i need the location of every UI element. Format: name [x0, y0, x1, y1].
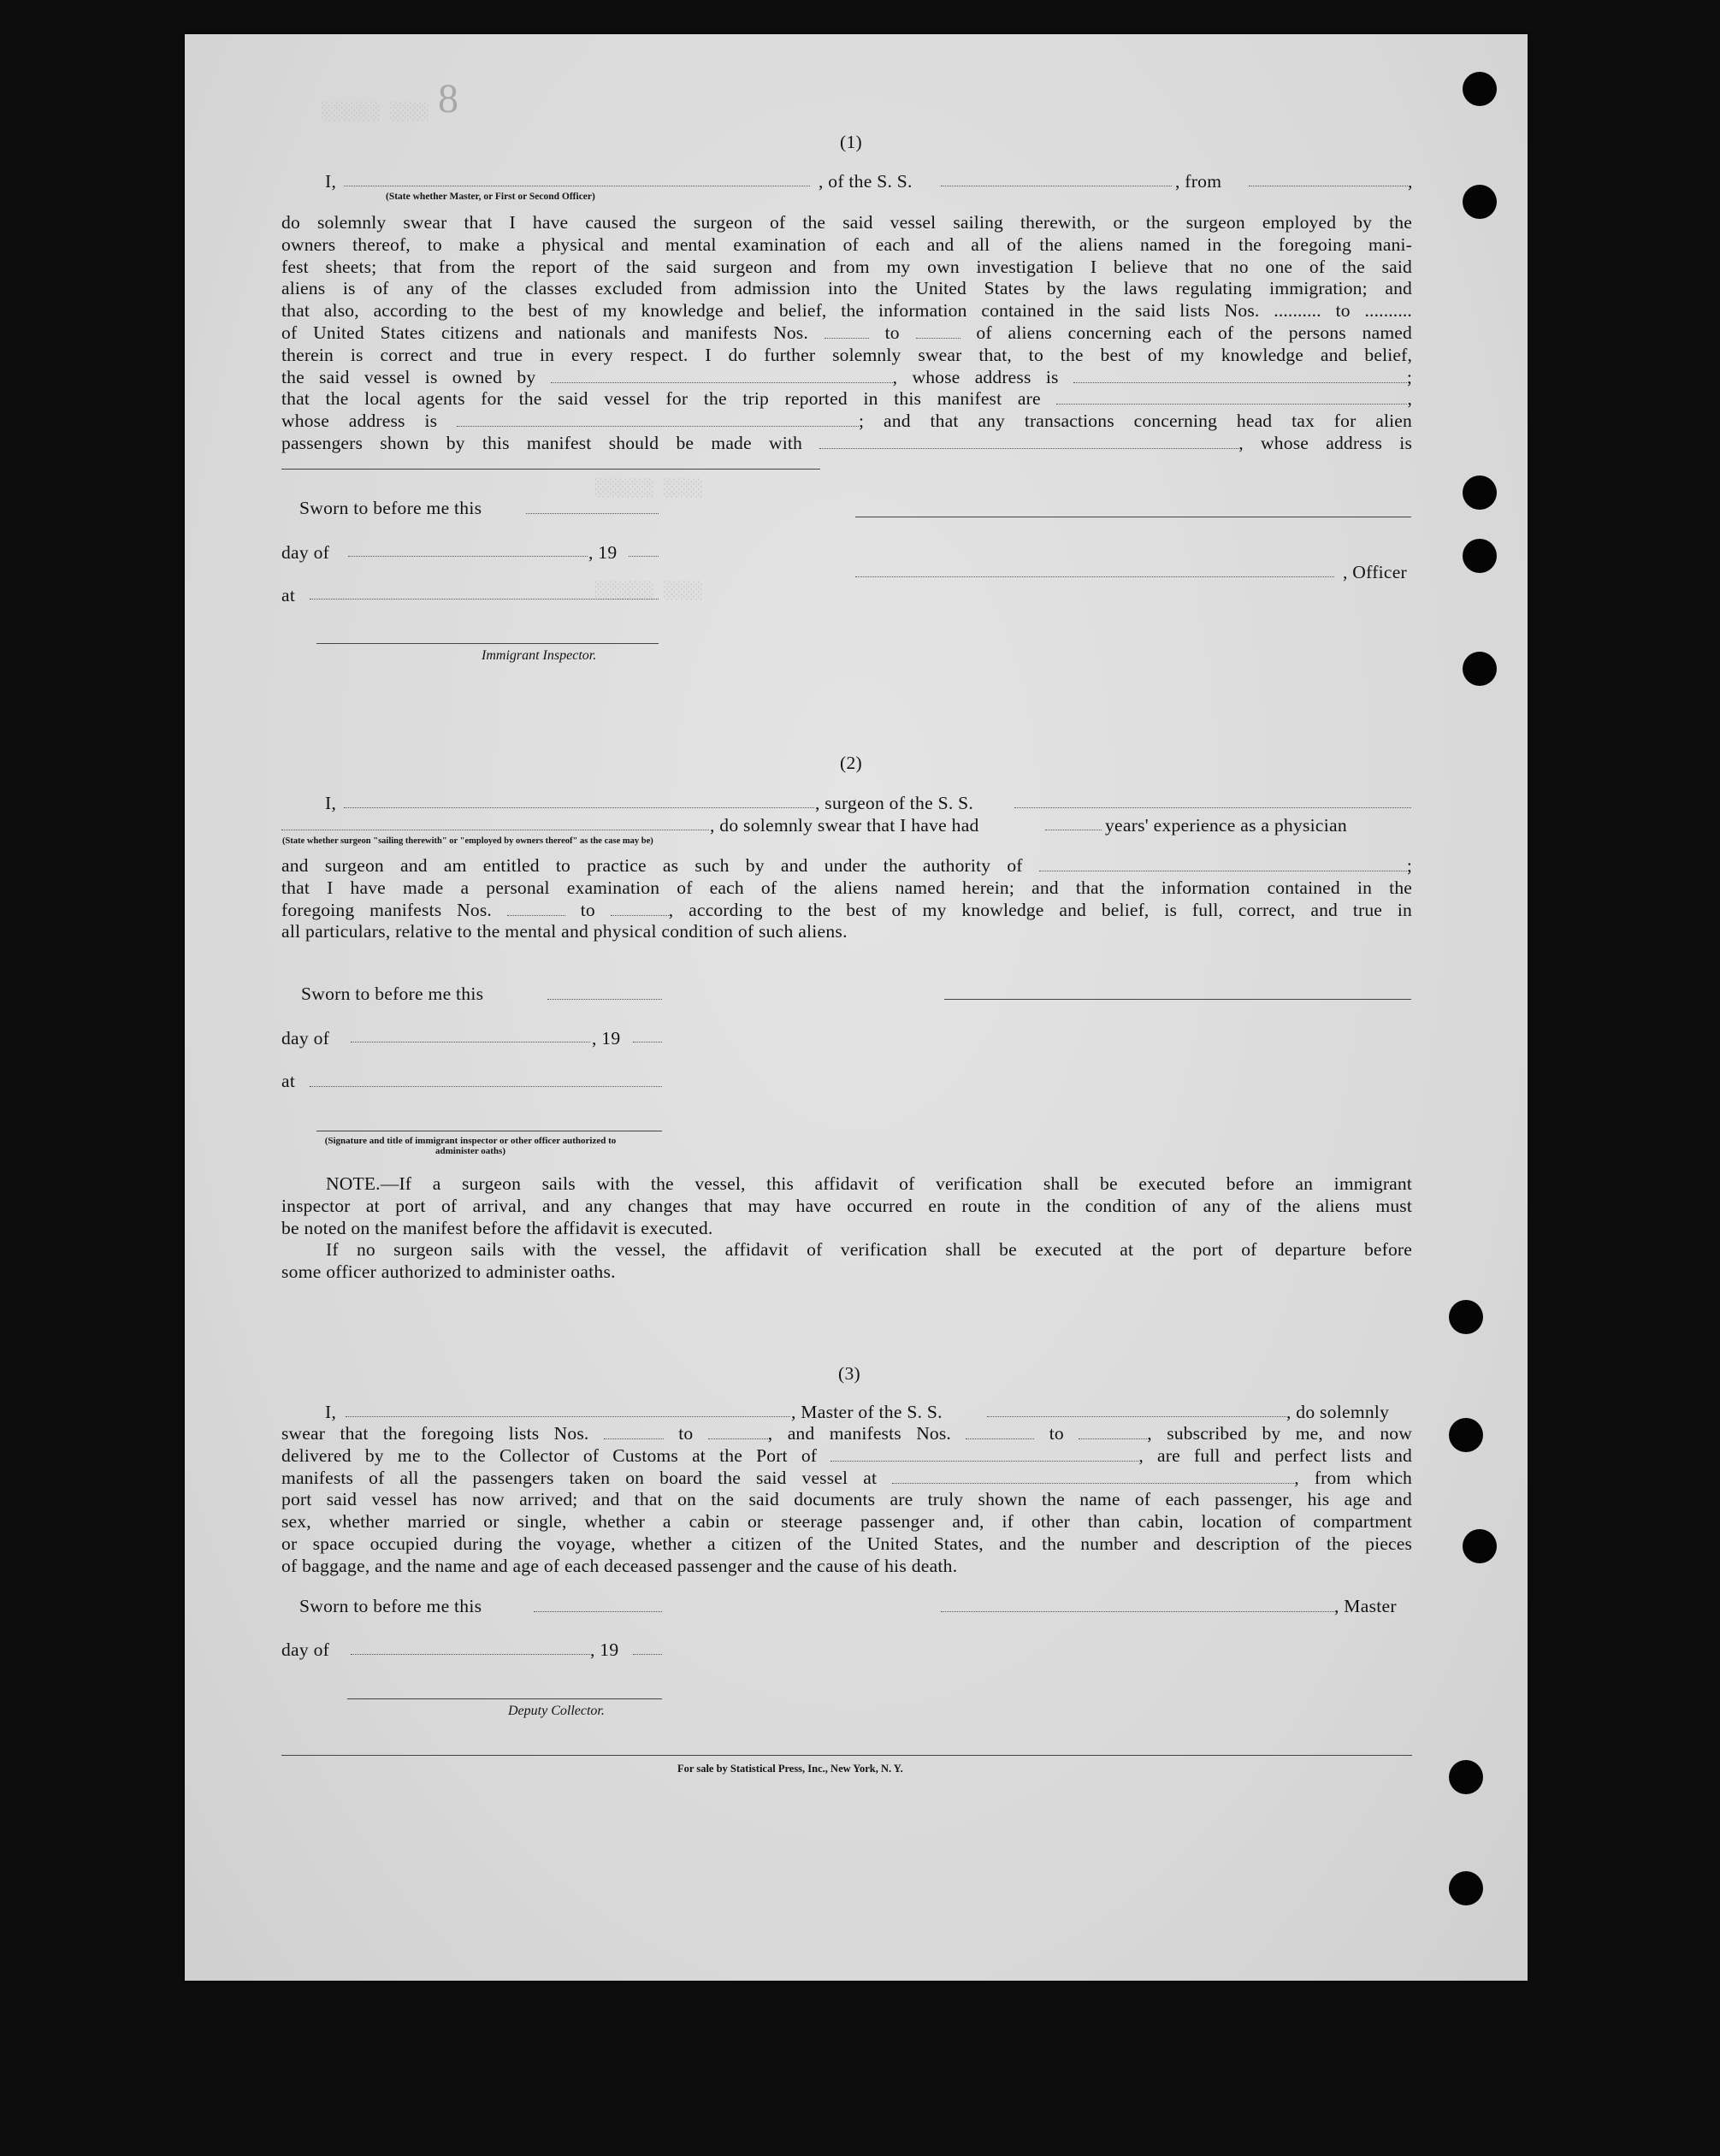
manifest-from-field[interactable]: [966, 1425, 1034, 1439]
semicolon: ;: [1406, 855, 1412, 876]
boarding-port-field[interactable]: [892, 1469, 1294, 1484]
officer-signature-field[interactable]: [855, 576, 1334, 577]
authority-line: [281, 855, 1412, 877]
comma: ,: [1407, 388, 1412, 410]
punch-hole: [1449, 1300, 1483, 1334]
paragraph-line: that I have made a personal examination of each of the aliens named herein; and that the information contained in the: [281, 877, 1412, 898]
master-of-ss-label: , Master of the S. S.: [791, 1402, 943, 1422]
owner-address-field[interactable]: [1073, 369, 1407, 383]
master-signature-field[interactable]: [941, 1611, 1334, 1612]
sworn-date-field[interactable]: [534, 1611, 662, 1612]
day-of-field[interactable]: [348, 556, 588, 557]
master-name-field[interactable]: [346, 1416, 790, 1417]
citizens-text-2: of aliens concerning each of the persons named: [976, 322, 1412, 343]
to-label: to: [580, 899, 595, 920]
lists-text: swear that the foregoing lists Nos.: [281, 1423, 589, 1444]
punch-hole: [1449, 1871, 1483, 1905]
section-1-number: (1): [840, 132, 862, 152]
manifest-from-field[interactable]: [825, 324, 869, 339]
section-1-i: I,: [325, 171, 337, 192]
address-text: whose address is: [281, 411, 438, 432]
year-label: , 19: [588, 542, 618, 563]
vessel-name-field[interactable]: [987, 1416, 1286, 1417]
collector-text: delivered by me to the Collector of Customs at the Port of: [281, 1444, 818, 1466]
day-of-label: day of: [281, 1639, 330, 1660]
manifests-line: [281, 900, 1412, 922]
punch-hole: [1449, 1760, 1483, 1794]
year-field[interactable]: [629, 556, 659, 557]
manifests-text-2: , according to the best of my knowledge and belief, is full, correct, and true in: [668, 899, 1412, 920]
bleed-through-text: ░░░░░░ ░░░░: [595, 479, 703, 498]
signature-line: [944, 999, 1411, 1000]
punch-hole: [1449, 1418, 1483, 1452]
swear-experience-label: , do solemnly swear that I have had: [710, 815, 979, 836]
master-label: , Master: [1334, 1596, 1397, 1616]
address-line: [281, 411, 1412, 433]
agents-address-field[interactable]: [457, 412, 859, 427]
of-ss-label: , of the S. S.: [819, 171, 913, 192]
to-label: to: [884, 322, 900, 343]
port-field[interactable]: [830, 1447, 1138, 1462]
punch-hole: [1463, 539, 1497, 573]
head-tax-party-field[interactable]: [819, 434, 1238, 449]
list-to-field[interactable]: [708, 1425, 768, 1439]
citizens-line: [281, 322, 1412, 345]
note-line: inspector at port of arrival, and any changes that may have occurred en route in the condition of any of the aliens must: [281, 1195, 1412, 1216]
section-3-number: (3): [838, 1363, 860, 1384]
manifest-from-field[interactable]: [507, 901, 565, 916]
authority-field[interactable]: [1039, 857, 1407, 871]
paragraph-line: that also, according to the best of my knowledge and belief, the information contained in the said lists Nos. .......... to ..........: [281, 300, 1412, 322]
year-field[interactable]: [633, 1654, 662, 1655]
semicolon: ;: [1406, 366, 1412, 387]
owned-text: the said vessel is owned by: [281, 366, 536, 387]
manifest-to-field[interactable]: [611, 901, 669, 916]
section-2-paragraph: [281, 855, 1412, 943]
day-of-label: day of: [281, 542, 330, 563]
note-line: [281, 1173, 1412, 1196]
paragraph-line: aliens is of any of the classes excluded from admission into the United States by the laws regulating immigration; and: [281, 278, 1412, 299]
sworn-date-field[interactable]: [526, 513, 659, 514]
surgeon-name-field[interactable]: [344, 807, 814, 808]
sworn-label: Sworn to before me this: [301, 983, 484, 1004]
comma: ,: [1408, 171, 1413, 192]
footer-rule: [281, 1755, 1412, 1756]
note-line: be noted on the manifest before the affidavit is executed.: [281, 1217, 713, 1238]
year-label: , 19: [590, 1639, 619, 1660]
deputy-collector-label: Deputy Collector.: [508, 1704, 605, 1718]
address-text: , whose address is: [1238, 432, 1412, 453]
paragraph-line: of baggage, and the name and age of each deceased passenger and the cause of his death.: [281, 1555, 958, 1576]
paragraph-line: owners thereof, to make a physical and mental examination of each and all of the aliens named in the foregoing mani-: [281, 233, 1412, 255]
years-experience-label: years' experience as a physician: [1105, 815, 1347, 836]
passengers-line: [281, 433, 1412, 455]
paragraph-line: or space occupied during the voyage, whether a citizen of the United States, and the number and description of the pieces: [281, 1533, 1412, 1554]
from-which-text: , from which: [1294, 1467, 1412, 1488]
list-from-field[interactable]: [604, 1425, 664, 1439]
section-3-paragraph: [281, 1423, 1412, 1578]
printer-credit: For sale by Statistical Press, Inc., New York, N. Y.: [677, 1763, 903, 1775]
day-of-label: day of: [281, 1028, 330, 1048]
at-label: at: [281, 1071, 296, 1091]
paragraph-line: all particulars, relative to the mental and physical condition of such aliens.: [281, 921, 848, 942]
authority-text: and surgeon and am entitled to practice as such by and under the authority of: [281, 855, 1023, 876]
manifests-text: manifests of all the passengers taken on board the said vessel at: [281, 1467, 878, 1488]
inspector-label: Immigrant Inspector.: [482, 648, 597, 663]
manifest-to-field[interactable]: [916, 324, 960, 339]
surgeon-vessel-field[interactable]: [1014, 807, 1411, 808]
subscribed-text: , subscribed by me, and now: [1147, 1423, 1412, 1444]
year-field[interactable]: [633, 1042, 662, 1043]
note-label: NOTE.: [326, 1173, 381, 1194]
manifests-line: [281, 1468, 1412, 1490]
day-of-field[interactable]: [351, 1654, 590, 1655]
note-text: —If a surgeon sails with the vessel, this affidavit of verification shall be executed before an immigrant: [380, 1173, 1412, 1194]
year-label: , 19: [592, 1028, 621, 1048]
inspector-signature-line: [316, 643, 659, 644]
address-text: , whose address is: [892, 366, 1059, 387]
punch-hole: [1463, 72, 1497, 106]
at-field[interactable]: [310, 599, 659, 600]
surgeon-note: (State whether surgeon "sailing therewith" or "employed by owners thereof" as the case may be): [282, 836, 653, 846]
lists-line: [281, 1423, 1412, 1445]
section-2-number: (2): [840, 753, 862, 773]
sworn-label: Sworn to before me this: [299, 498, 482, 518]
section-1-paragraph: [281, 212, 1412, 455]
solemnly-label: , do solemnly: [1286, 1402, 1390, 1422]
agents-field[interactable]: [1056, 390, 1407, 405]
punch-hole: [1463, 652, 1497, 686]
owner-field[interactable]: [551, 369, 893, 383]
bleed-through-text: ░░░░░░ ░░░░: [595, 582, 703, 600]
manifest-to-field[interactable]: [1079, 1425, 1147, 1439]
punch-hole: [1463, 476, 1497, 510]
paragraph-line: do solemnly swear that I have caused the surgeon of the said vessel sailing therewith, or the surgeon employed by the: [281, 212, 1412, 233]
owned-line: [281, 367, 1412, 389]
passengers-text: passengers shown by this manifest should be made with: [281, 432, 802, 453]
perfect-lists-text: , are full and perfect lists and: [1138, 1444, 1412, 1466]
page-number: 8: [438, 76, 458, 121]
note-block: [281, 1173, 1412, 1284]
day-of-field[interactable]: [351, 1042, 590, 1043]
agents-text: that the local agents for the said vessel for the trip reported in this manifest are: [281, 388, 1041, 410]
paragraph-line: port said vessel has now arrived; and that on the said documents are truly shown the name of each passenger, his age and: [281, 1489, 1412, 1510]
paragraph-line: sex, whether married or single, whether a cabin or steerage passenger and, if other than cabin, location of compartment: [281, 1511, 1412, 1533]
bleed-through-text: ░░░░░░ ░░░░: [322, 103, 429, 121]
at-label: at: [281, 585, 296, 605]
note-line: If no surgeon sails with the vessel, the affidavit of verification shall be executed at the port of departure before: [326, 1239, 1412, 1261]
to-label: to: [678, 1423, 694, 1444]
section-3-i: I,: [325, 1402, 337, 1422]
at-field[interactable]: [310, 1086, 662, 1087]
collector-line: [281, 1445, 1412, 1468]
manifests-text: , and manifests Nos.: [767, 1423, 951, 1444]
paragraph-line: fest sheets; that from the report of the said surgeon and from my own investigation I believe that no one of the said: [281, 256, 1412, 277]
punch-hole: [1463, 1529, 1497, 1563]
rule: [281, 469, 820, 470]
head-tax-text: ; and that any transactions concerning head tax for alien: [859, 411, 1412, 432]
signature-note: (Signature and title of immigrant inspector or other officer authorized to administer oaths): [324, 1136, 617, 1156]
punch-hole: [1463, 185, 1497, 219]
sworn-date-field[interactable]: [547, 999, 662, 1000]
master-note: (State whether Master, or First or Second Officer): [386, 192, 595, 202]
collector-signature-line: [347, 1698, 662, 1699]
manifests-text: foregoing manifests Nos.: [281, 899, 492, 920]
surgeon-of-ss-label: , surgeon of the S. S.: [815, 793, 974, 813]
to-label: to: [1049, 1423, 1064, 1444]
citizens-text: of United States citizens and nationals and manifests Nos.: [281, 322, 808, 343]
agents-line: [281, 388, 1412, 411]
section-2-i: I,: [325, 793, 337, 813]
sworn-label: Sworn to before me this: [299, 1596, 482, 1616]
from-label: , from: [1175, 171, 1222, 192]
paragraph-line: therein is correct and true in every respect. I do further solemnly swear that, to the best of my knowledge and belief,: [281, 344, 1412, 365]
note-line: some officer authorized to administer oaths.: [281, 1261, 616, 1283]
officer-label: , Officer: [1343, 562, 1407, 582]
